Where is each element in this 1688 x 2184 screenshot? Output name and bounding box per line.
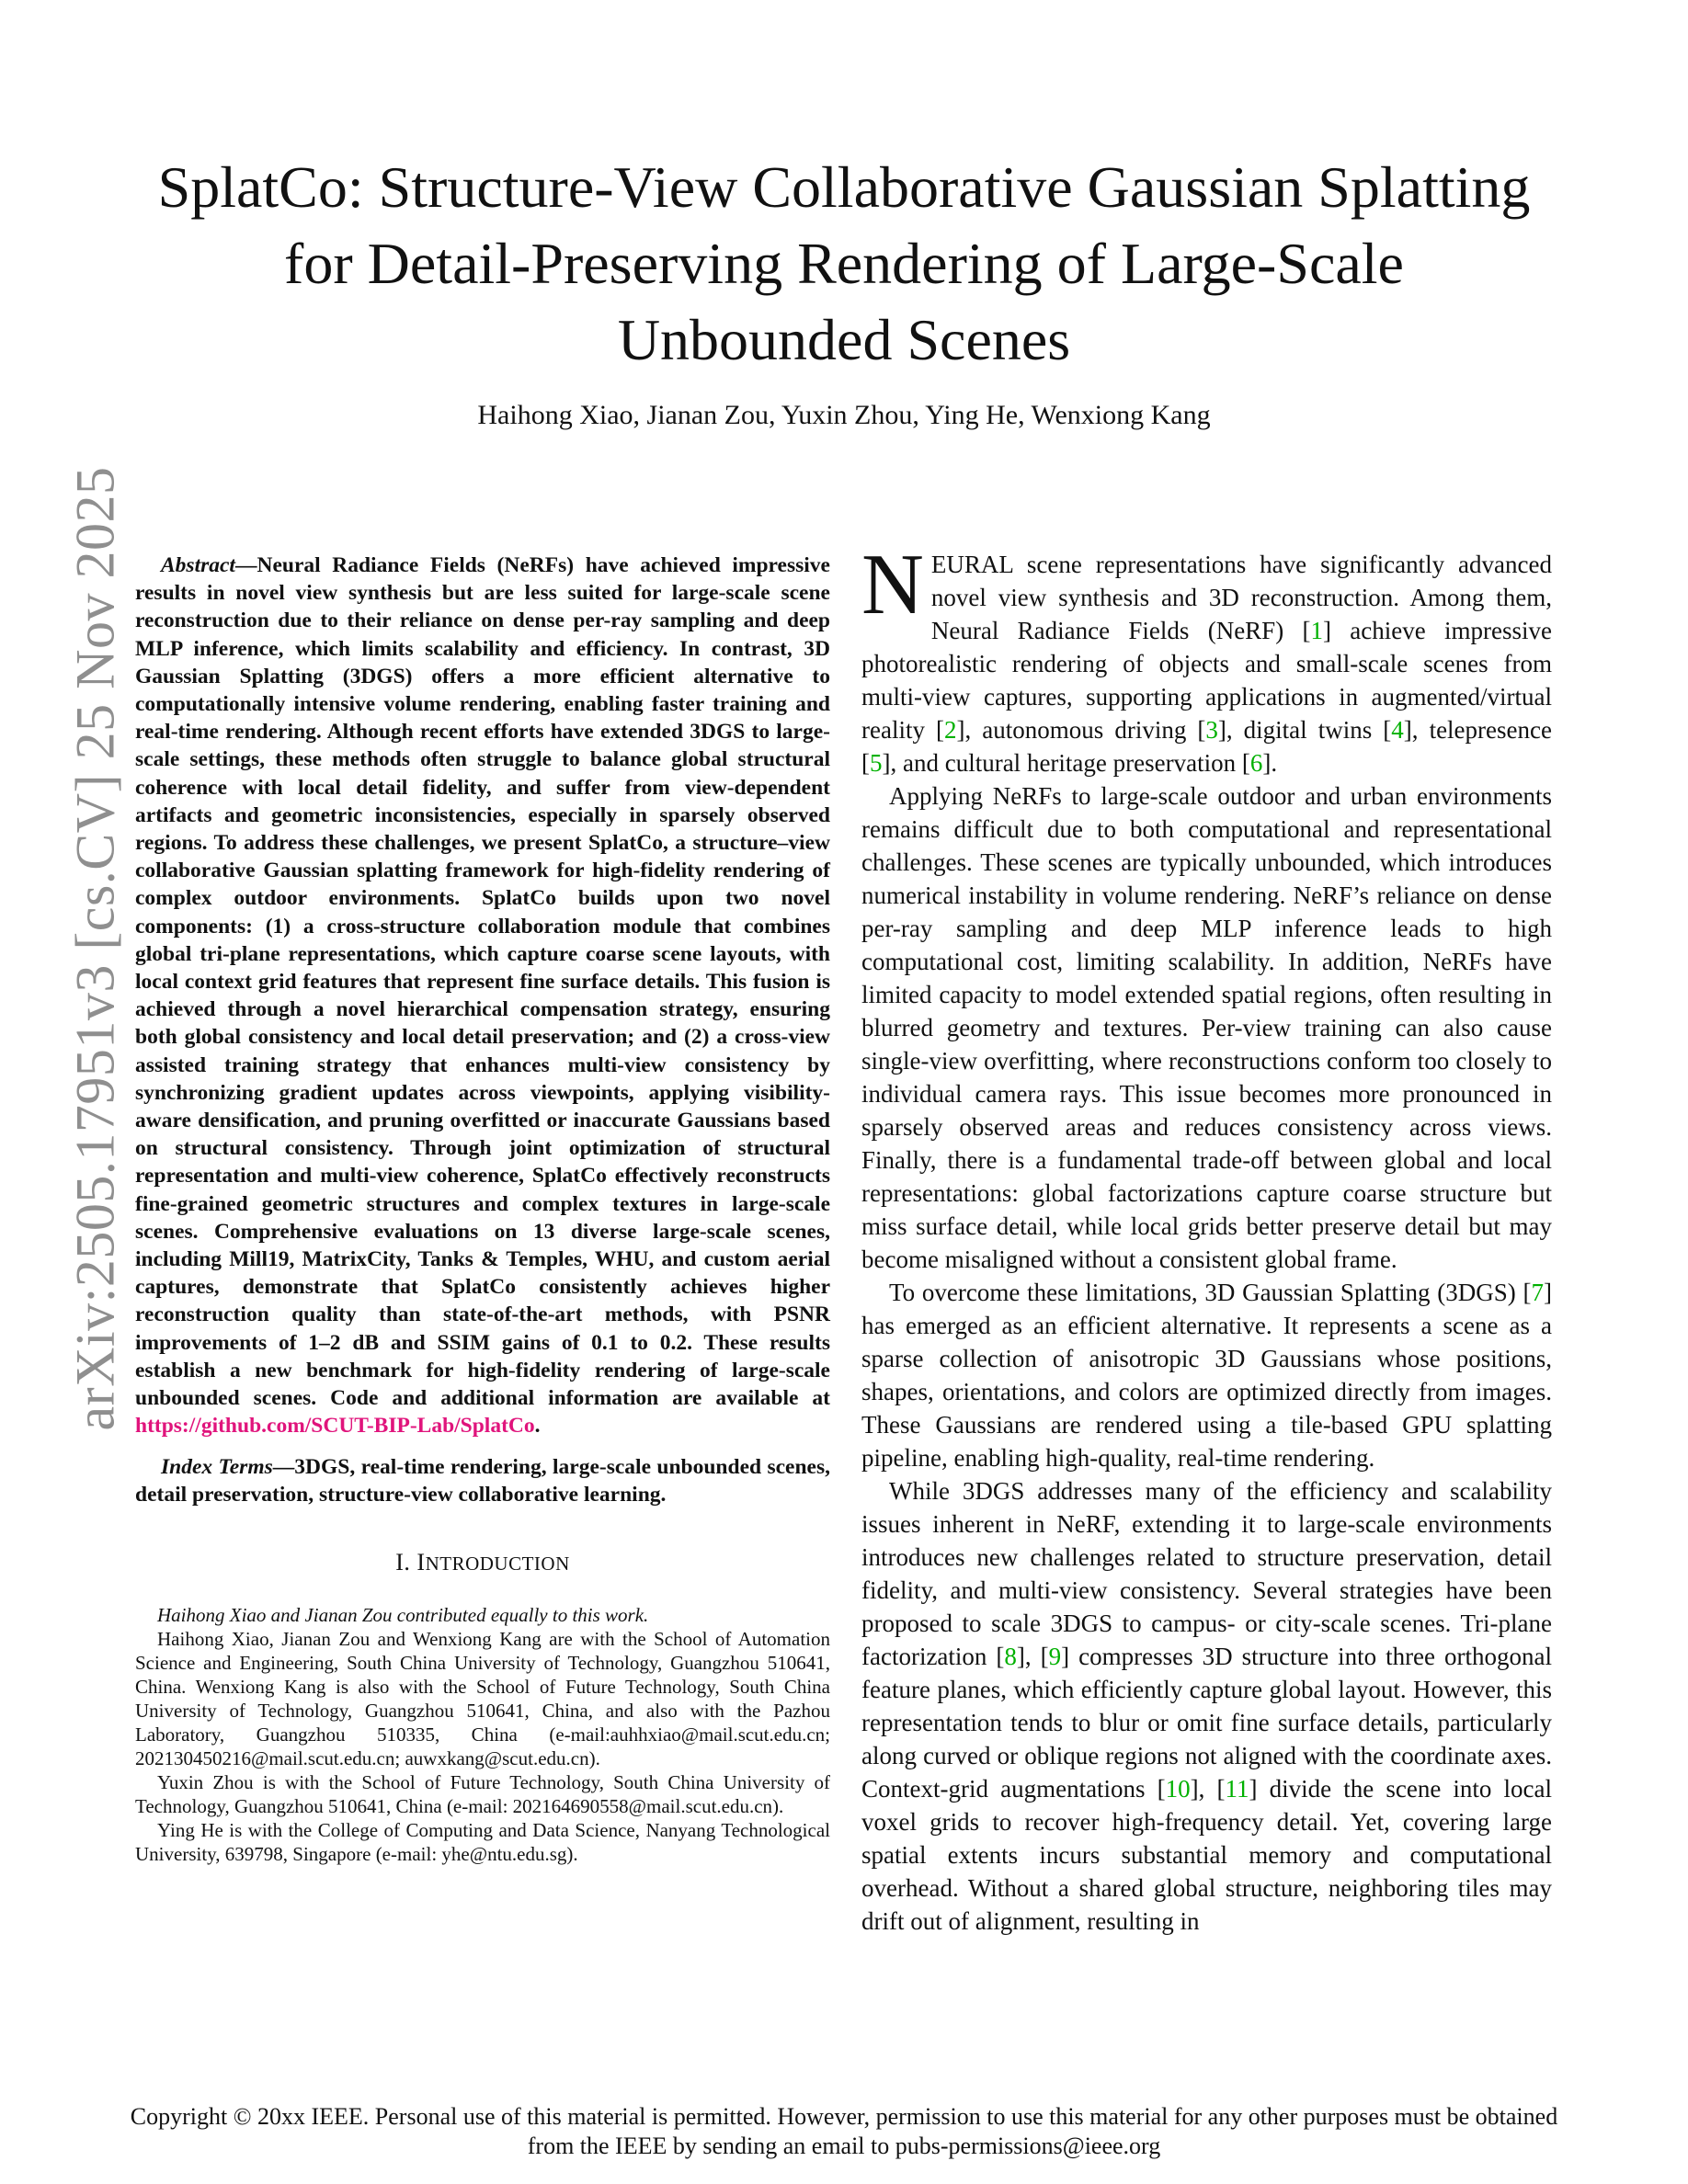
citation-link[interactable]: 3 [1205, 716, 1218, 744]
text-run: While 3DGS addresses many of the efficiency and scalability issues inherent in NeRF, extending it to large-scale environments introduces new challenges related to structure preservation, detail fidelity, and multi-view consistency. Several strategies have been proposed to scale 3DGS to campus- or city-scale scenes. Tri-plane factorization [ [861, 1477, 1552, 1670]
section-first-letter: I [416, 1548, 426, 1575]
intro-paragraph-1 [861, 537, 1553, 779]
text-run: ], telepresence [ [861, 716, 1552, 777]
abstract-body: Neural Radiance Fields (NeRFs) have achieved impressive results in novel view synthesis but are less suited for large-scale scene reconstruction due to their reliance on dense per-ray sampling and deep MLP inference, which limits scalability and efficiency. In contrast, 3D Gaussian Splatting (3DGS) offers a more efficient alternative to computationally intensive volume rendering, enabling faster training and real-time rendering. Although recent efforts have extended 3DGS to large-scale settings, these methods often struggle to balance global structural coherence with local detail fidelity, and suffer from view-dependent artifacts and geometric inconsistencies, especially in sparsely observed regions. To address these challenges, we present SplatCo, a structure–view collaborative Gaussian splatting framework for high-fidelity rendering of complex outdoor environments. SplatCo builds upon two novel components: (1) a cross-structure collaboration module that combines global tri-plane representations, which capture coarse scene layouts, with local context grid features that represent fine surface details. This fusion is achieved through a novel hierarchical compensation strategy, ensuring both global consistency and local detail preservation; and (2) a cross-view assisted training strategy that enhances multi-view consistency by synchronizing gradient updates across viewpoints, applying visibility-aware densification, and pruning overfitted or inaccurate Gaussians based on structural consistency. Through joint optimization of structural representation and multi-view coherence, SplatCo effectively reconstructs fine-grained geometric structures and complex textures in large-scale scenes. Comprehensive evaluations on 13 diverse large-scale scenes, including Mill19, MatrixCity, Tanks & Temples, WHU, and custom aerial captures, demonstrate that SplatCo consistently achieves higher reconstruction quality than state-of-the-art methods, with PSNR improvements of 1–2 dB and SSIM gains of 0.1 to 0.2. These results establish a new benchmark for high-fidelity rendering of large-scale unbounded scenes. Code and additional information are available at [135, 553, 830, 1411]
citation-link[interactable]: 8 [1004, 1643, 1017, 1670]
abstract-dash: — [234, 553, 257, 577]
paper-title: SplatCo: Structure-View Collaborative Gaussian Splatting for Detail-Preserving Rendering of Large-Scale Unbounded Scenes [157, 154, 1531, 372]
arxiv-identifier-stamp: arXiv:2505.17951v3 [cs.CV] 25 Nov 2025 [64, 466, 126, 1431]
copyright-footer: Copyright © 20xx IEEE. Personal use of this material is permitted. However, permission to use this material for any other purposes must be obtained from the IEEE by sending an email to pubs-permissions@ieee.org [130, 2103, 1558, 2159]
footnote-affiliation-2: Yuxin Zhou is with the School of Future Technology, South China University of Technology, Guangzhou 510641, China (e-mail: 202164690558@mail.scut.edu.cn). [135, 1771, 830, 1818]
text-run: ] divide the scene into local voxel grids to recover high-frequency detail. Yet, covering large spatial extents incurs substantial memory and computational overhead. Without a shared global structure, neighboring tiles may drift out of alignment, resulting in [861, 1775, 1553, 1935]
citation-link[interactable]: 4 [1391, 716, 1404, 744]
citation-link[interactable]: 9 [1048, 1643, 1062, 1670]
footnote-affiliation-1: Haihong Xiao, Jianan Zou and Wenxiong Kang are with the School of Automation Science and Engineering, South China University of Technology, Guangzhou 510641, China. Wenxiong Kang is also with the School of Future Technology, South China University of Technology, Guangzhou 510641, China, and also with the Pazhou Laboratory, Guangzhou 510335, China (e-mail:auhhxiao@mail.scut.edu.cn; 202130450216@mail.scut.edu.cn; auwxkang@scut.edu.cn). [135, 1628, 830, 1770]
drop-cap: N [861, 537, 924, 632]
author-list: Haihong Xiao, Jianan Zou, Yuxin Zhou, Ying He, Wenxiong Kang [477, 400, 1211, 430]
citation-link[interactable]: 6 [1249, 749, 1263, 777]
footnote-equal-contribution: Haihong Xiao and Jianan Zou contributed equally to this work. [157, 1604, 649, 1627]
citation-link[interactable]: 10 [1165, 1775, 1191, 1803]
citation-link[interactable]: 7 [1531, 1279, 1544, 1306]
citation-link[interactable]: 1 [1310, 617, 1323, 644]
section-rest: NTRODUCTION [425, 1552, 570, 1575]
intro-paragraph-2: Applying NeRFs to large-scale outdoor and urban environments remains difficult due to both computational and representational challenges. These scenes are typically unbounded, which introduces numerical instability in volume rendering. NeRF’s reliance on dense per-ray sampling and deep MLP inference leads to high computational cost, limiting scalability. In addition, NeRFs have limited capacity to model extended spatial regions, often resulting in blurred geometry and textures. Per-view training can also cause single-view overfitting, where reconstructions conform too closely to individual camera rays. This issue becomes more pronounced in sparsely observed areas and reduces consistency across views. Finally, there is a fundamental trade-off between global and local representations: global factorizations capture coarse structure but miss surface detail, while local grids better preserve detail but may become misaligned without a consistent global frame. [861, 782, 1552, 1273]
index-terms-dash: — [272, 1454, 295, 1479]
text-run: ], [ [1016, 1643, 1049, 1670]
abstract-end: . [534, 1414, 541, 1439]
text-run: ], autonomous driving [ [956, 716, 1206, 744]
citation-link[interactable]: 5 [870, 749, 883, 777]
index-terms-lead: Index Terms [161, 1454, 273, 1479]
abstract [135, 552, 830, 1440]
text-run: To overcome these limitations, 3D Gaussian Splatting (3DGS) [ [889, 1279, 1532, 1306]
intro-caps: EURAL [930, 551, 1013, 578]
section-number: I. [395, 1548, 411, 1575]
text-run: ] has emerged as an efficient alternative. It represents a scene as a sparse collection of anisotropic 3D Gaussians whose positions, shapes, orientations, and colors are optimized directly from images. These Gaussians are rendered using a tile-based GPU splatting pipeline, enabling high-quality, real-time rendering. [861, 1279, 1552, 1472]
text-run: ], digital twins [ [1217, 716, 1392, 744]
code-link[interactable]: https://github.com/SCUT-BIP-Lab/SplatCo [135, 1414, 535, 1439]
text-run: ], and cultural heritage preservation [ [882, 749, 1250, 777]
text-run: ] achieve impressive photorealistic rendering of objects and small-scale scenes from multi-view captures, supporting applications in augmented/virtual reality [ [861, 617, 1553, 744]
intro-paragraph-3 [861, 1276, 1552, 1474]
right-column [861, 537, 1553, 1938]
text-run: ] compresses 3D structure into three orthogonal feature planes, which efficiently capture global layout. However, this representation tends to blur or omit fine surface details, particularly along curved or oblique regions not aligned with the coordinate axes. Context-grid augmentations [ [861, 1643, 1553, 1803]
citation-link[interactable]: 11 [1225, 1775, 1249, 1803]
intro-paragraph-4 [861, 1474, 1552, 1938]
left-column [135, 552, 830, 1866]
text-run: ]. [1262, 749, 1278, 777]
text-run: ], [ [1190, 1775, 1226, 1803]
footnote-affiliation-3: Ying He is with the College of Computing and Data Science, Nanyang Technological University, 639798, Singapore (e-mail: yhe@ntu.edu.sg). [135, 1819, 830, 1866]
citation-link[interactable]: 2 [944, 716, 957, 744]
section-heading-introduction [135, 1549, 830, 1577]
abstract-lead: Abstract [161, 553, 235, 577]
text-run: scene representations have significantly advanced novel view synthesis and 3D reconstruction. Among them, Neural Radiance Fields (NeRF) [ [930, 551, 1552, 644]
index-terms [135, 1453, 830, 1508]
index-terms-body: 3DGS, real-time rendering, large-scale unbounded scenes, detail preservation, structure-view collaborative learning. [135, 1454, 831, 1507]
